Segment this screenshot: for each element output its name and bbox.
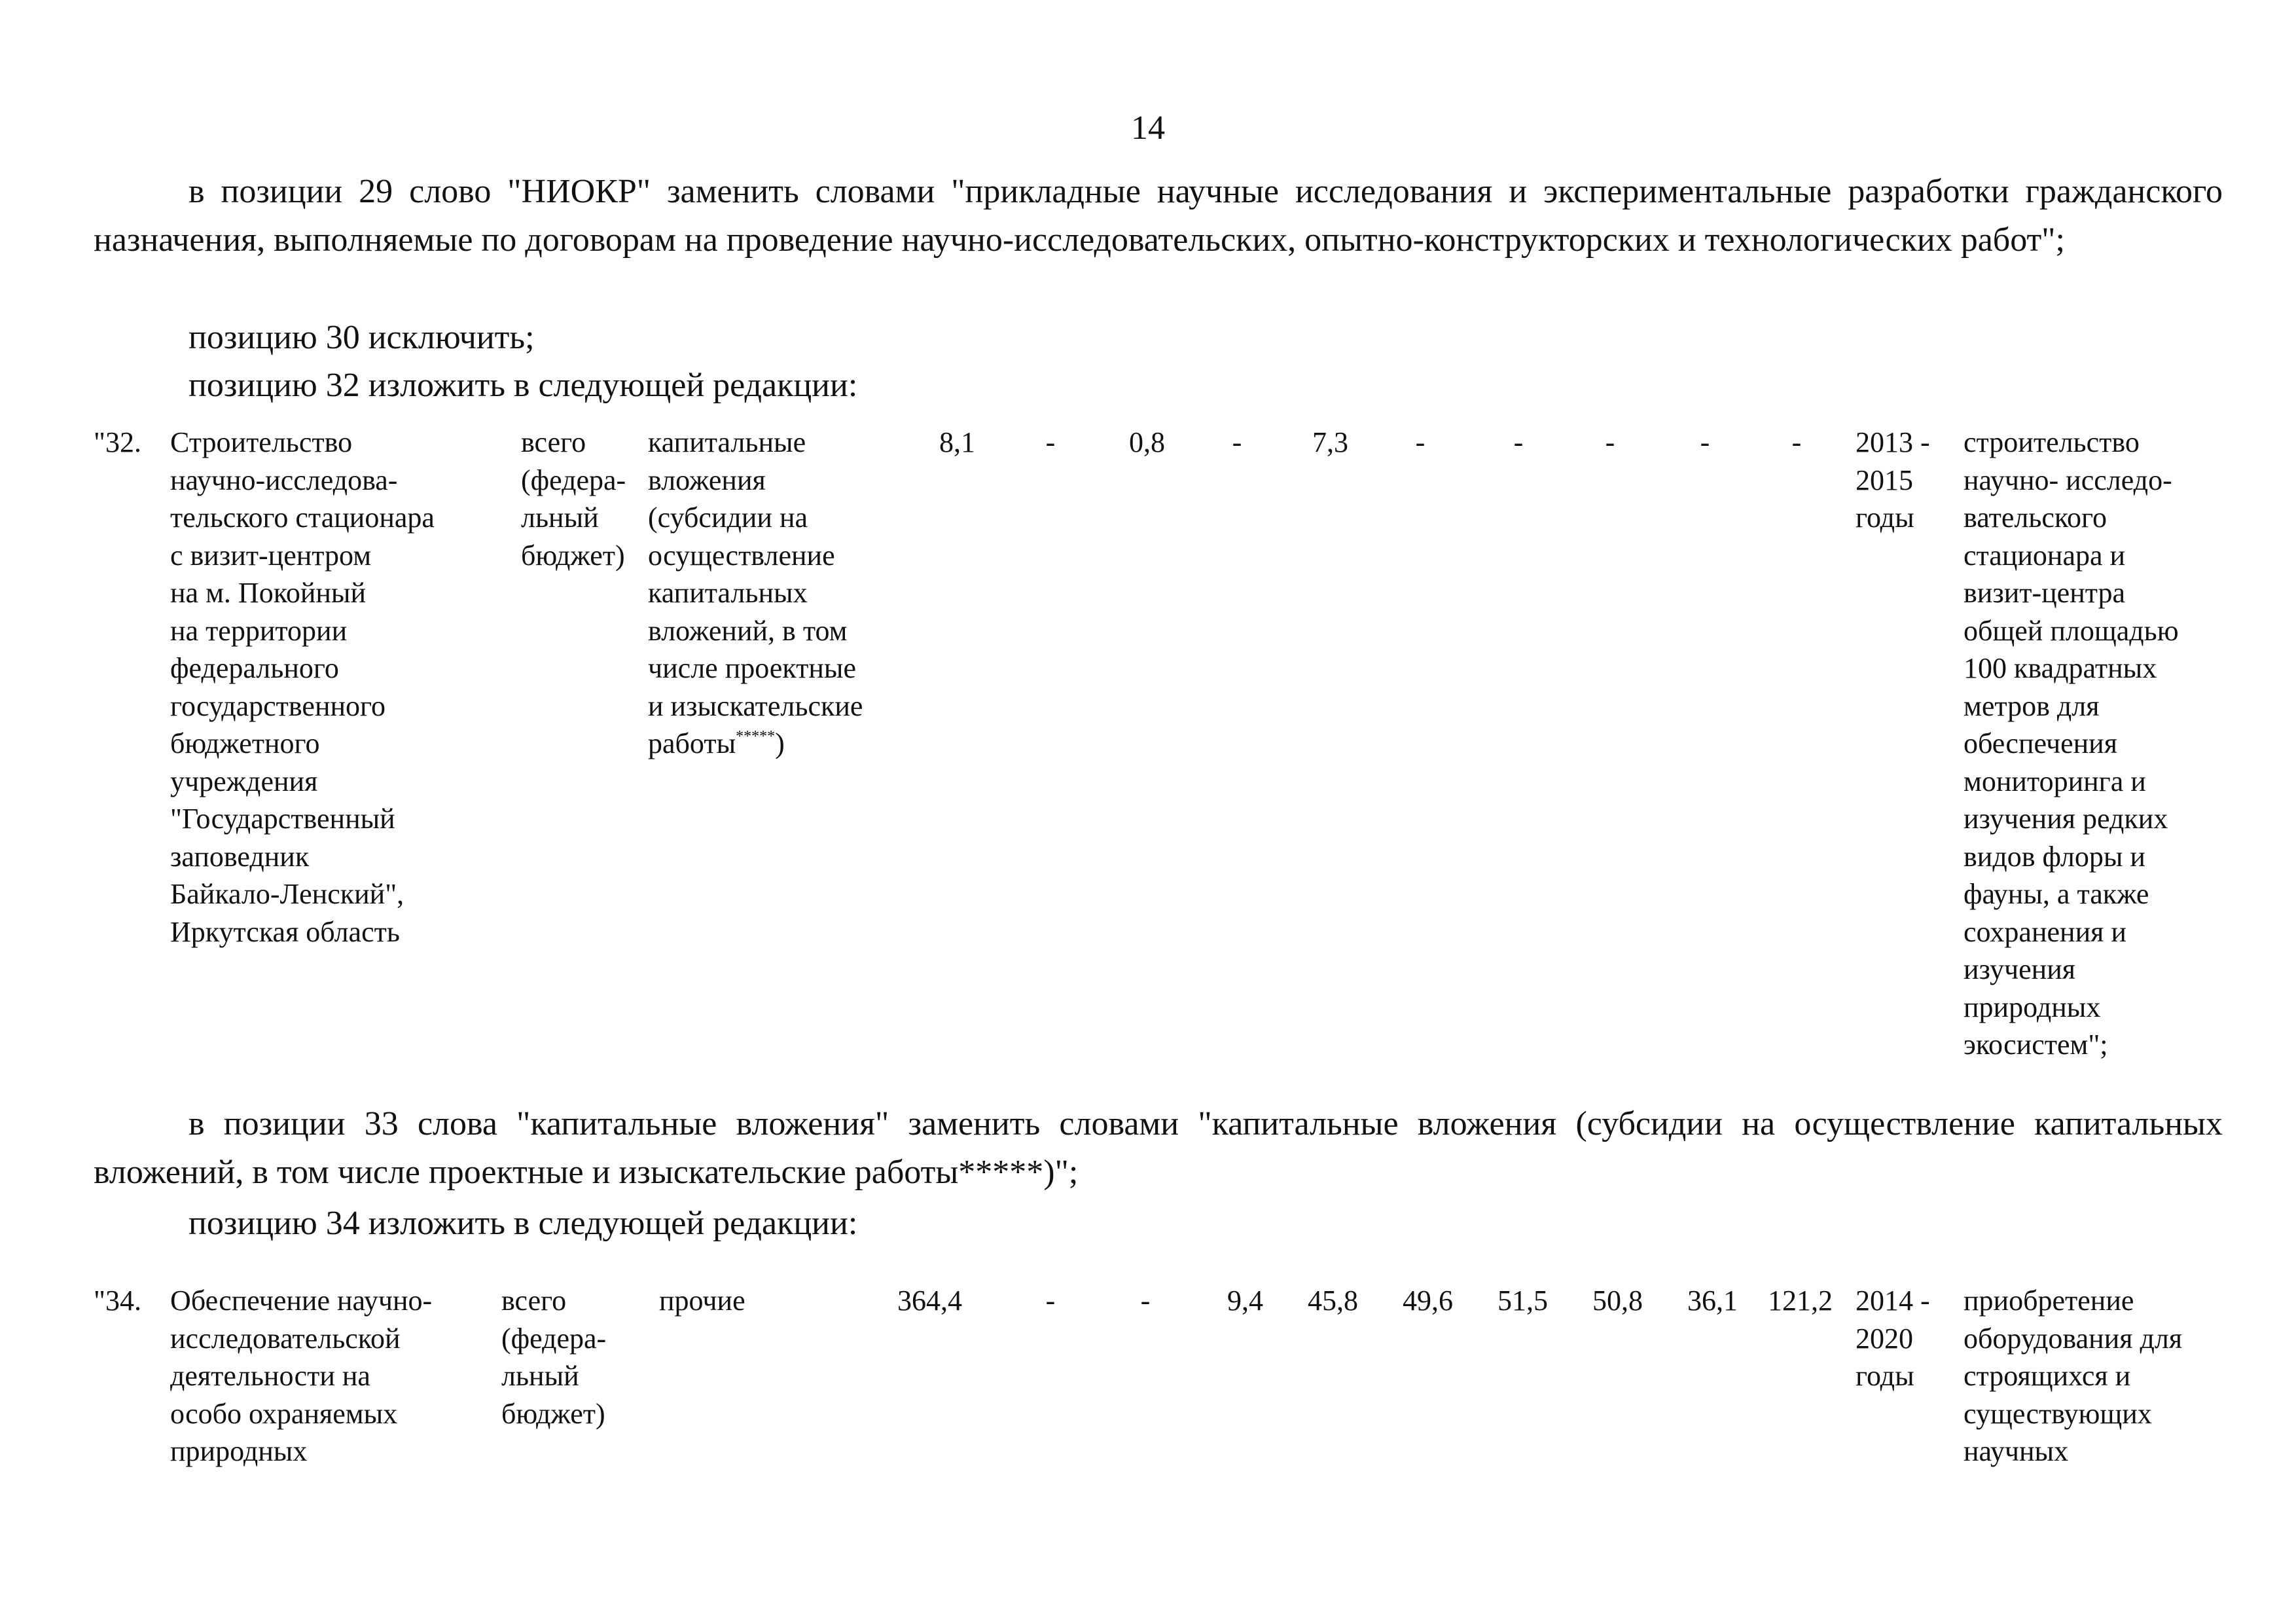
value-year-2020: 36,1 [1687,1285,1738,1317]
row-number: "34. [94,1285,141,1317]
value-year-2019: - [1605,426,1615,458]
period-cell: 2014 - 2020 годы [1856,1285,1930,1392]
value-year-2019: 50,8 [1592,1285,1643,1317]
value-year-2015: - [1232,426,1242,458]
amendment-line-34: позицию 34 изложить в следующей редакции: [188,1205,858,1242]
value-year-2014: - [1140,1285,1151,1317]
funding-source-cell: всего (федера- льный бюджет) [501,1285,607,1430]
event-name-cell: Строительство научно-исследова- тельского стационара с визит-центром на м. Покойный на территории федерального государственного бюджетного учреждения "Государственный заповедник Байкало-Ленский", Иркутская область [170,426,435,948]
value-year-2017: - [1415,426,1426,458]
value-year-2020: - [1700,426,1710,458]
period-cell: 2013 - 2015 годы [1856,426,1930,534]
row-number: "32. [94,426,141,458]
expense-type-close: ) [775,727,785,759]
value-year-2016: 7,3 [1312,426,1348,458]
value-year-2021: 121,2 [1768,1285,1833,1317]
amendment-line-32: позицию 32 изложить в следующей редакции: [188,367,858,404]
value-total: 364,4 [897,1285,962,1317]
value-year-2021: - [1791,426,1802,458]
value-year-2018: - [1513,426,1524,458]
value-total: 8,1 [939,426,975,458]
value-year-2016: 45,8 [1308,1285,1358,1317]
expense-type-text: капитальные вложения (субсидии на осуществление капитальных вложений, в том числе проектные и изыскательские работы [648,426,863,759]
amendment-paragraph-33: в позиции 33 слова "капитальные вложения" заменить словами "капитальные вложения (субсидии на осуществление капитальных вложений, в том числе проектные и изыскательские работы*****)"; [94,1105,2223,1191]
expense-type-cell: прочие [659,1285,745,1317]
amendment-line-30: позицию 30 исключить; [188,319,535,356]
expense-type-cell [648,424,863,763]
funding-source-cell: всего (федера- льный бюджет) [521,426,626,572]
value-year-2017: 49,6 [1403,1285,1453,1317]
page-number: 14 [1131,109,1165,147]
value-year-2014: 0,8 [1129,426,1165,458]
value-year-2018: 51,5 [1498,1285,1548,1317]
value-year-2015: 9,4 [1227,1285,1263,1317]
expected-result-cell: приобретение оборудования для строящихся и существующих научных [1964,1285,2183,1467]
event-name-cell: Обеспечение научно- исследовательской деятельности на особо охраняемых природных [170,1285,433,1467]
amendment-paragraph-29: в позиции 29 слово "НИОКР" заменить словами "прикладные научные исследования и экспериментальные разработки гражданского назначения, выполняемые по договорам на проведение научно-исследовательских, опытно-конструкторских и технологических работ"; [94,173,2223,259]
value-year-2013: - [1045,1285,1056,1317]
value-year-2013: - [1045,426,1056,458]
expected-result-cell: строительство научно- исследо- вательского стационара и визит-центра общей площадью 100 квадратных метров для обеспечения мониторинга и изучения редких видов флоры и фауны, а также сохранения и изучения природных экосистем"; [1964,426,2179,1061]
footnote-mark: ***** [736,728,776,745]
